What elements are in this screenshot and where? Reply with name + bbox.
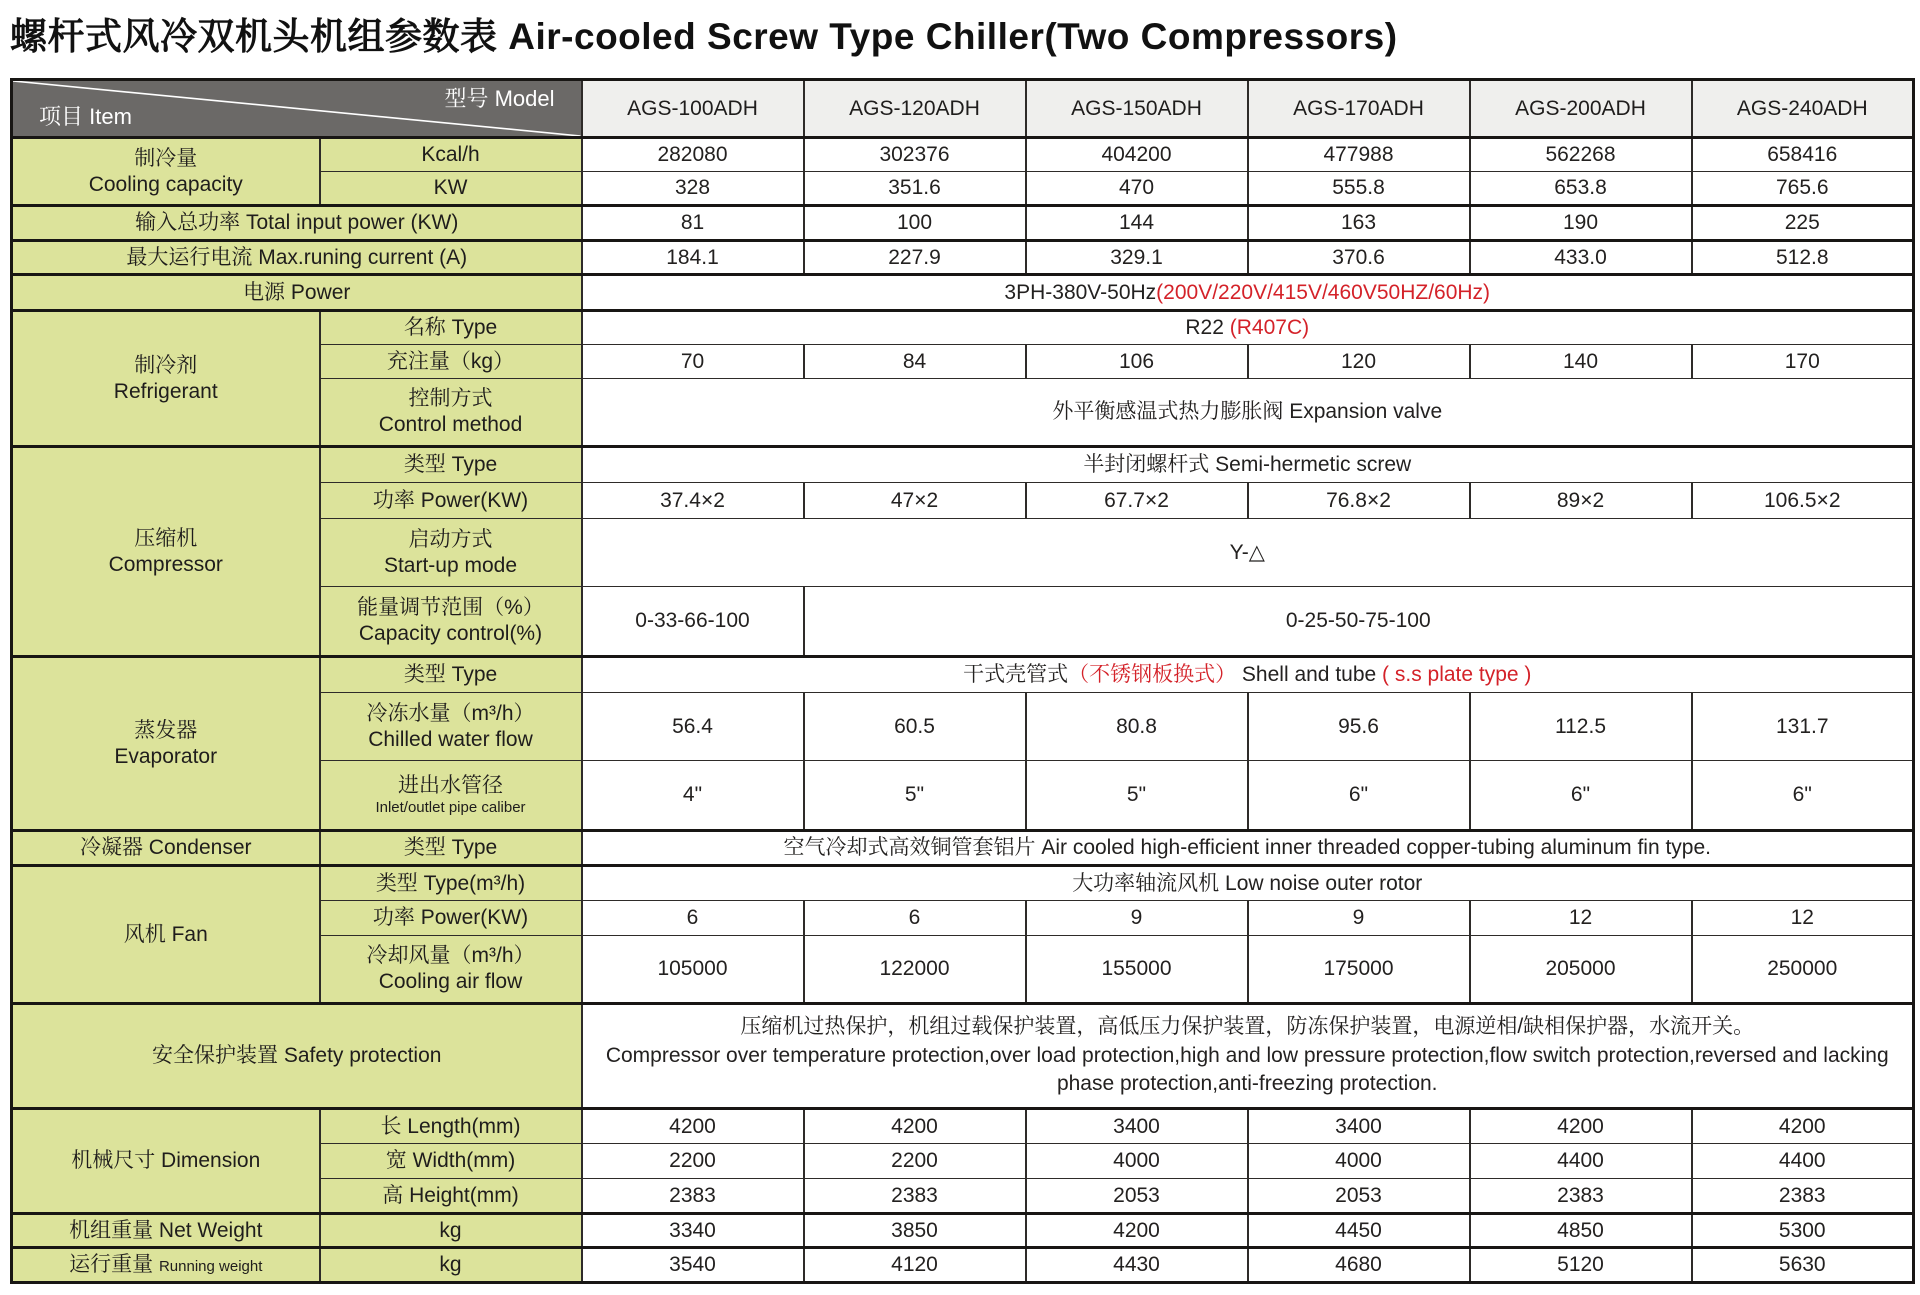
row-fan-type xyxy=(12,866,1914,901)
label-chilled-water-flow: 冷冻水量（m³/h） Chilled water flow xyxy=(320,693,582,761)
power-supply-value: 3PH-380V-50Hz(200V/220V/415V/460V50HZ/60Hz) xyxy=(582,275,1914,311)
chilled-water-flow-value: 95.6 xyxy=(1248,693,1470,761)
row-net-weight xyxy=(12,1214,1914,1248)
label-control-method: 控制方式 Control method xyxy=(320,379,582,447)
label-startup-mode: 启动方式 Start-up mode xyxy=(320,519,582,587)
length-value: 3400 xyxy=(1026,1109,1248,1144)
pipe-caliber-value: 5" xyxy=(1026,761,1248,831)
control-method-value: 外平衡感温式热力膨胀阀 Expansion valve xyxy=(582,379,1914,447)
net-weight-value: 4450 xyxy=(1248,1214,1470,1248)
cooling-kcal-value: 658416 xyxy=(1692,138,1914,172)
chilled-water-flow-value: 112.5 xyxy=(1470,693,1692,761)
max-current-value: 227.9 xyxy=(804,241,1026,275)
model-header-ags-170adh: AGS-170ADH xyxy=(1248,80,1470,138)
label-condenser: 冷凝器 Condenser xyxy=(12,831,320,866)
width-value: 2200 xyxy=(804,1144,1026,1179)
cooling-air-flow-value: 122000 xyxy=(804,936,1026,1004)
page-title: 螺杆式风冷双机头机组参数表 Air-cooled Screw Type Chiller(Two Compressors) xyxy=(10,16,1398,57)
evaporator-type-value: 干式壳管式（不锈钢板换式） Shell and tube ( s.s plate type ) xyxy=(582,657,1914,693)
input-power-value: 100 xyxy=(804,206,1026,241)
compressor-power-value: 67.7×2 xyxy=(1026,483,1248,519)
model-header-ags-100adh: AGS-100ADH xyxy=(582,80,804,138)
label-kw: KW xyxy=(320,172,582,206)
cooling-kcal-value: 302376 xyxy=(804,138,1026,172)
cooling-kw-value: 351.6 xyxy=(804,172,1026,206)
length-value: 4200 xyxy=(804,1109,1026,1144)
label-power-supply: 电源 Power xyxy=(12,275,582,311)
cooling-kw-value: 328 xyxy=(582,172,804,206)
compressor-power-value: 106.5×2 xyxy=(1692,483,1914,519)
label-condenser-type: 类型 Type xyxy=(320,831,582,866)
label-evaporator-type: 类型 Type xyxy=(320,657,582,693)
input-power-value: 225 xyxy=(1692,206,1914,241)
pipe-caliber-value: 4" xyxy=(582,761,804,831)
label-pipe-caliber: 进出水管径 Inlet/outlet pipe caliber xyxy=(320,761,582,831)
compressor-power-value: 47×2 xyxy=(804,483,1026,519)
cooling-air-flow-value: 105000 xyxy=(582,936,804,1004)
running-weight-value: 4120 xyxy=(804,1248,1026,1283)
model-header-ags-150adh: AGS-150ADH xyxy=(1026,80,1248,138)
cooling-air-flow-value: 250000 xyxy=(1692,936,1914,1004)
chilled-water-flow-value: 60.5 xyxy=(804,693,1026,761)
pipe-caliber-value: 6" xyxy=(1248,761,1470,831)
compressor-power-value: 76.8×2 xyxy=(1248,483,1470,519)
label-compressor-type: 类型 Type xyxy=(320,447,582,483)
row-power-supply xyxy=(12,275,1914,311)
input-power-value: 81 xyxy=(582,206,804,241)
row-cooling-kcal xyxy=(12,138,1914,172)
refrigerant-charge-value: 106 xyxy=(1026,345,1248,379)
row-evaporator-type xyxy=(12,657,1914,693)
refrigerant-charge-value: 70 xyxy=(582,345,804,379)
label-running-weight-unit: kg xyxy=(320,1248,582,1283)
width-value: 2200 xyxy=(582,1144,804,1179)
cooling-air-flow-value: 155000 xyxy=(1026,936,1248,1004)
fan-power-value: 6 xyxy=(804,901,1026,936)
net-weight-value: 3340 xyxy=(582,1214,804,1248)
max-current-value: 329.1 xyxy=(1026,241,1248,275)
chilled-water-flow-value: 56.4 xyxy=(582,693,804,761)
width-value: 4000 xyxy=(1248,1144,1470,1179)
refrigerant-name-value: R22 (R407C) xyxy=(582,311,1914,345)
fan-power-value: 9 xyxy=(1248,901,1470,936)
label-kcal: Kcal/h xyxy=(320,138,582,172)
row-condenser xyxy=(12,831,1914,866)
refrigerant-charge-value: 84 xyxy=(804,345,1026,379)
refrigerant-charge-value: 170 xyxy=(1692,345,1914,379)
length-value: 4200 xyxy=(1470,1109,1692,1144)
cooling-kcal-value: 562268 xyxy=(1470,138,1692,172)
cooling-air-flow-value: 175000 xyxy=(1248,936,1470,1004)
model-header-ags-200adh: AGS-200ADH xyxy=(1470,80,1692,138)
length-value: 4200 xyxy=(582,1109,804,1144)
label-cooling-capacity: 制冷量 Cooling capacity xyxy=(12,138,320,206)
cooling-kcal-value: 282080 xyxy=(582,138,804,172)
capacity-control-rest-value: 0-25-50-75-100 xyxy=(804,587,1914,657)
width-value: 4000 xyxy=(1026,1144,1248,1179)
model-header-ags-120adh: AGS-120ADH xyxy=(804,80,1026,138)
height-value: 2053 xyxy=(1026,1179,1248,1214)
label-dimension-group: 机械尺寸 Dimension xyxy=(12,1109,320,1214)
label-refrigerant-group: 制冷剂 Refrigerant xyxy=(12,311,320,447)
max-current-value: 370.6 xyxy=(1248,241,1470,275)
running-weight-value: 4430 xyxy=(1026,1248,1248,1283)
compressor-type-value: 半封闭螺杆式 Semi-hermetic screw xyxy=(582,447,1914,483)
chilled-water-flow-value: 131.7 xyxy=(1692,693,1914,761)
header-row xyxy=(12,80,1914,138)
running-weight-value: 3540 xyxy=(582,1248,804,1283)
net-weight-value: 4850 xyxy=(1470,1214,1692,1248)
fan-power-value: 6 xyxy=(582,901,804,936)
row-running-weight xyxy=(12,1248,1914,1283)
fan-power-value: 12 xyxy=(1692,901,1914,936)
max-current-value: 512.8 xyxy=(1692,241,1914,275)
label-capacity-control: 能量调节范围（%） Capacity control(%) xyxy=(320,587,582,657)
running-weight-value: 5630 xyxy=(1692,1248,1914,1283)
label-net-weight-unit: kg xyxy=(320,1214,582,1248)
spec-table xyxy=(10,78,1915,1284)
cooling-air-flow-value: 205000 xyxy=(1470,936,1692,1004)
row-refrigerant-name xyxy=(12,311,1914,345)
row-length xyxy=(12,1109,1914,1144)
height-value: 2383 xyxy=(582,1179,804,1214)
max-current-value: 433.0 xyxy=(1470,241,1692,275)
running-weight-value: 5120 xyxy=(1470,1248,1692,1283)
compressor-power-value: 37.4×2 xyxy=(582,483,804,519)
height-value: 2383 xyxy=(1692,1179,1914,1214)
model-axis-label: 型号 Model xyxy=(444,86,555,111)
row-safety-protection xyxy=(12,1004,1914,1109)
height-value: 2053 xyxy=(1248,1179,1470,1214)
condenser-type-value: 空气冷却式高效铜管套铝片 Air cooled high-efficient inner threaded copper-tubing aluminum fin type. xyxy=(582,831,1914,866)
label-safety-protection: 安全保护装置 Safety protection xyxy=(12,1004,582,1109)
length-value: 4200 xyxy=(1692,1109,1914,1144)
fan-power-value: 9 xyxy=(1026,901,1248,936)
input-power-value: 163 xyxy=(1248,206,1470,241)
net-weight-value: 4200 xyxy=(1026,1214,1248,1248)
cooling-kcal-value: 404200 xyxy=(1026,138,1248,172)
cooling-kw-value: 653.8 xyxy=(1470,172,1692,206)
length-value: 3400 xyxy=(1248,1109,1470,1144)
row-max-current xyxy=(12,241,1914,275)
label-width: 宽 Width(mm) xyxy=(320,1144,582,1179)
label-total-input-power: 输入总功率 Total input power (KW) xyxy=(12,206,582,241)
input-power-value: 144 xyxy=(1026,206,1248,241)
pipe-caliber-value: 6" xyxy=(1470,761,1692,831)
item-axis-label: 项目 Item xyxy=(39,104,132,130)
label-net-weight: 机组重量 Net Weight xyxy=(12,1214,320,1248)
label-compressor-group: 压缩机 Compressor xyxy=(12,447,320,657)
cooling-kcal-value: 477988 xyxy=(1248,138,1470,172)
label-cooling-air-flow: 冷却风量（m³/h） Cooling air flow xyxy=(320,936,582,1004)
model-header-ags-240adh: AGS-240ADH xyxy=(1692,80,1914,138)
label-evaporator-group: 蒸发器 Evaporator xyxy=(12,657,320,831)
row-compressor-type xyxy=(12,447,1914,483)
pipe-caliber-value: 6" xyxy=(1692,761,1914,831)
label-compressor-power: 功率 Power(KW) xyxy=(320,483,582,519)
label-refrigerant-charge: 充注量（kg） xyxy=(320,345,582,379)
label-fan-group: 风机 Fan xyxy=(12,866,320,1004)
fan-type-value: 大功率轴流风机 Low noise outer rotor xyxy=(582,866,1914,901)
compressor-power-value: 89×2 xyxy=(1470,483,1692,519)
cooling-kw-value: 470 xyxy=(1026,172,1248,206)
fan-power-value: 12 xyxy=(1470,901,1692,936)
width-value: 4400 xyxy=(1692,1144,1914,1179)
label-refrigerant-name: 名称 Type xyxy=(320,311,582,345)
height-value: 2383 xyxy=(804,1179,1026,1214)
label-fan-type: 类型 Type(m³/h) xyxy=(320,866,582,901)
startup-mode-value: Y-△ xyxy=(582,519,1914,587)
chilled-water-flow-value: 80.8 xyxy=(1026,693,1248,761)
label-max-current: 最大运行电流 Max.runing current (A) xyxy=(12,241,582,275)
running-weight-value: 4680 xyxy=(1248,1248,1470,1283)
safety-protection-value: 压缩机过热保护，机组过载保护装置，高低压力保护装置，防冻保护装置，电源逆相/缺相保护器，水流开关。 Compressor over temperature protection,over load protection,high and low pressure protection,flow switch protection,reversed and lacking phase protection,anti-freezing protection. xyxy=(582,1004,1914,1109)
refrigerant-charge-value: 140 xyxy=(1470,345,1692,379)
width-value: 4400 xyxy=(1470,1144,1692,1179)
height-value: 2383 xyxy=(1470,1179,1692,1214)
label-length: 长 Length(mm) xyxy=(320,1109,582,1144)
capacity-control-first-value: 0-33-66-100 xyxy=(582,587,804,657)
label-fan-power: 功率 Power(KW) xyxy=(320,901,582,936)
cooling-kw-value: 555.8 xyxy=(1248,172,1470,206)
input-power-value: 190 xyxy=(1470,206,1692,241)
corner-header-cell xyxy=(12,80,582,138)
label-height: 高 Height(mm) xyxy=(320,1179,582,1214)
cooling-kw-value: 765.6 xyxy=(1692,172,1914,206)
max-current-value: 184.1 xyxy=(582,241,804,275)
pipe-caliber-value: 5" xyxy=(804,761,1026,831)
net-weight-value: 3850 xyxy=(804,1214,1026,1248)
row-input-power xyxy=(12,206,1914,241)
label-running-weight: 运行重量 Running weight xyxy=(12,1248,320,1283)
refrigerant-charge-value: 120 xyxy=(1248,345,1470,379)
net-weight-value: 5300 xyxy=(1692,1214,1914,1248)
